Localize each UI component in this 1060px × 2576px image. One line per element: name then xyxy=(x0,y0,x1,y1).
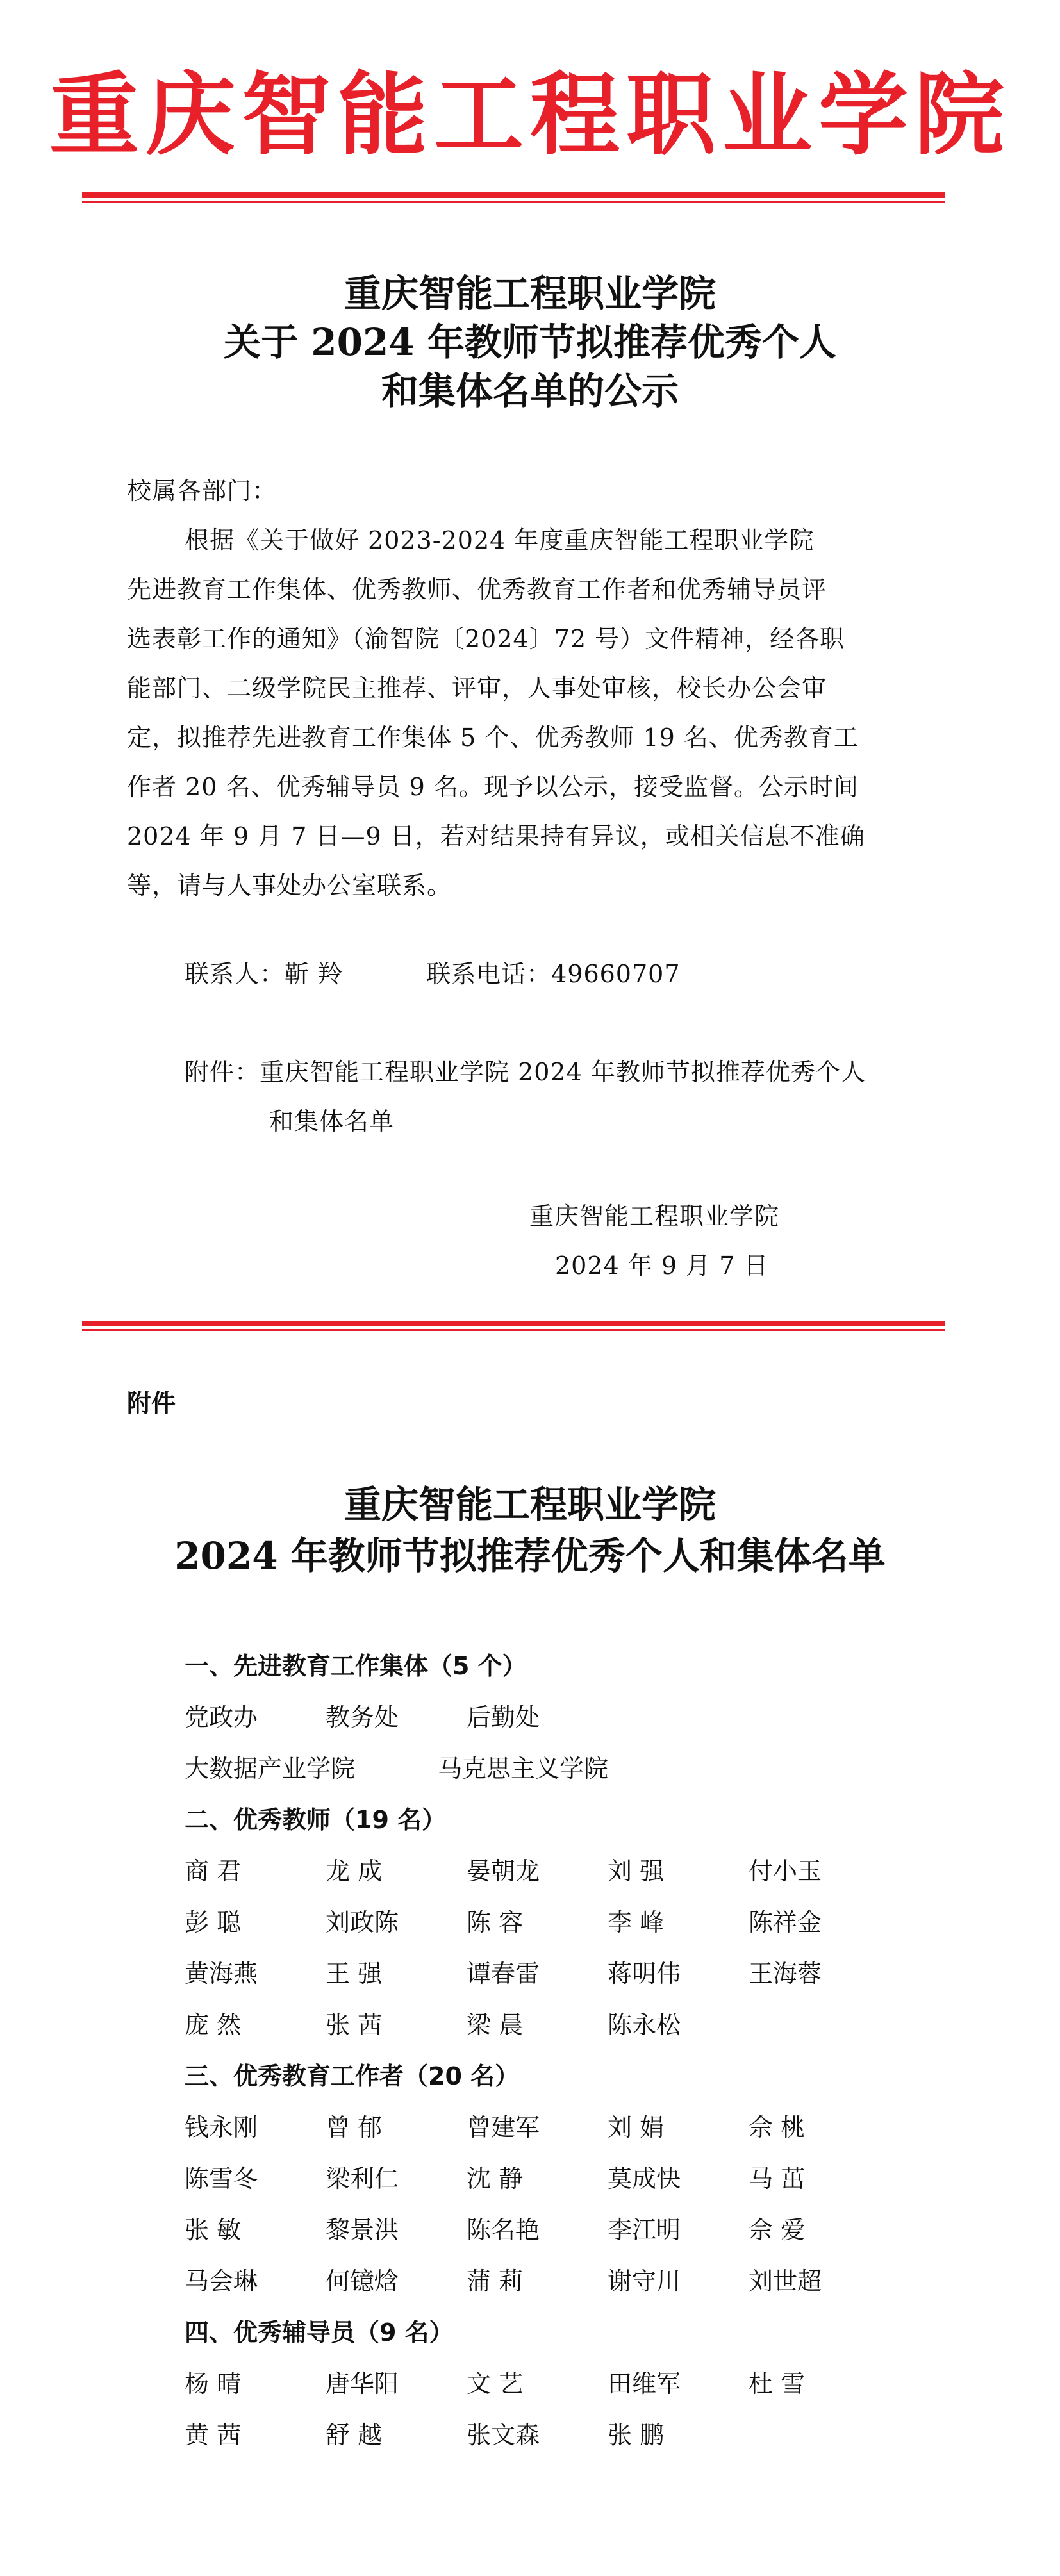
person-name: 莫成快 xyxy=(608,2165,681,2193)
annex-label: 附件 xyxy=(127,1389,176,1417)
person-name: 钱永刚 xyxy=(185,2113,258,2142)
person-name: 刘世超 xyxy=(749,2267,822,2295)
name-row xyxy=(185,2361,805,2406)
person-name: 陈 容 xyxy=(467,1908,524,1936)
person-name: 李 峰 xyxy=(608,1908,665,1936)
person-name: 唐华阳 xyxy=(326,2370,399,2398)
person-name: 梁 晨 xyxy=(467,2011,524,2039)
name-row xyxy=(185,2208,805,2252)
person-name: 佘 爱 xyxy=(749,2216,806,2244)
name-row xyxy=(185,2156,805,2201)
person-name: 付小玉 xyxy=(749,1857,822,1885)
person-name: 李江明 xyxy=(608,2216,681,2244)
notice-title-line-2: 关于 2024 年教师节拟推荐优秀个人 xyxy=(224,320,836,364)
body-line: 根据《关于做好 2023-2024 年度重庆智能工程职业学院 xyxy=(185,526,815,554)
person-name: 曾建军 xyxy=(467,2113,540,2142)
unit-name: 教务处 xyxy=(326,1703,399,1731)
unit-name: 马克思主义学院 xyxy=(438,1754,609,1783)
annex-title-line-2: 2024 年教师节拟推荐优秀个人和集体名单 xyxy=(174,1534,886,1578)
person-name: 马 茁 xyxy=(749,2165,806,2193)
section-heading: 三、优秀教育工作者（20 名） xyxy=(185,2062,520,2090)
body-line: 先进教育工作集体、优秀教师、优秀教育工作者和优秀辅导员评 xyxy=(127,575,827,604)
body-line: 等，请与人事处办公室联系。 xyxy=(127,871,452,900)
person-name: 蒋明伟 xyxy=(608,1960,681,1988)
person-name: 文 艺 xyxy=(467,2370,524,2398)
person-name: 黄海燕 xyxy=(185,1960,258,1988)
person-name: 商 君 xyxy=(185,1857,242,1885)
person-name: 舒 越 xyxy=(326,2421,383,2449)
masthead-rule-thick xyxy=(82,192,945,198)
name-row xyxy=(185,2002,681,2047)
body-line: 能部门、二级学院民主推荐、评审，人事处审核，校长办公会审 xyxy=(127,674,827,702)
section-rule-thin xyxy=(82,1329,945,1331)
person-name: 黄 茜 xyxy=(185,2421,242,2449)
person-name: 陈名艳 xyxy=(467,2216,540,2244)
masthead-rule-thin xyxy=(82,201,945,203)
person-name: 蒲 莉 xyxy=(467,2267,524,2295)
person-name: 杜 雪 xyxy=(749,2370,806,2398)
section-heading: 二、优秀教师（19 名） xyxy=(185,1806,447,1834)
unit-name: 党政办 xyxy=(185,1703,258,1731)
salutation: 校属各部门： xyxy=(127,477,277,505)
person-name: 马会琳 xyxy=(185,2267,258,2295)
name-row xyxy=(185,1746,608,1791)
person-name: 晏朝龙 xyxy=(467,1857,540,1885)
person-name: 杨 晴 xyxy=(185,2370,242,2398)
signature-organization: 重庆智能工程职业学院 xyxy=(529,1202,780,1230)
person-name: 王海蓉 xyxy=(749,1960,822,1988)
attachment-line-1: 附件：重庆智能工程职业学院 2024 年教师节拟推荐优秀个人 xyxy=(185,1058,866,1086)
name-row xyxy=(185,2105,805,2150)
attachment-line-2: 和集体名单 xyxy=(269,1107,395,1135)
person-name: 梁利仁 xyxy=(326,2165,399,2193)
unit-name: 后勤处 xyxy=(467,1703,540,1731)
person-name: 刘 强 xyxy=(608,1857,665,1885)
person-name: 佘 桃 xyxy=(749,2113,806,2142)
body-line: 2024 年 9 月 7 日—9 日，若对结果持有异议，或相关信息不准确 xyxy=(127,822,865,850)
masthead-title: 重庆智能工程职业学院 xyxy=(49,63,1011,168)
body-line: 作者 20 名、优秀辅导员 9 名。现予以公示，接受监督。公示时间 xyxy=(127,773,859,801)
name-row xyxy=(185,2413,664,2457)
person-name: 张 鹏 xyxy=(608,2421,665,2449)
annex-title-line-1: 重庆智能工程职业学院 xyxy=(344,1483,716,1526)
body-line: 定，拟推荐先进教育工作集体 5 个、优秀教师 19 名、优秀教育工 xyxy=(127,723,859,752)
person-name: 陈祥金 xyxy=(749,1908,822,1936)
person-name: 谢守川 xyxy=(608,2267,681,2295)
person-name: 张 敏 xyxy=(185,2216,242,2244)
person-name: 何镱焓 xyxy=(326,2267,399,2295)
person-name: 黎景洪 xyxy=(326,2216,399,2244)
section-heading: 四、优秀辅导员（9 名） xyxy=(185,2318,454,2347)
notice-body xyxy=(127,516,922,911)
person-name: 张文森 xyxy=(467,2421,540,2449)
person-name: 沈 静 xyxy=(467,2165,524,2193)
name-row xyxy=(185,1900,822,1945)
person-name: 曾 郁 xyxy=(326,2113,383,2142)
section-rule-thick xyxy=(82,1321,945,1326)
notice-title-line-1: 重庆智能工程职业学院 xyxy=(344,272,716,315)
person-name: 田维军 xyxy=(608,2370,681,2398)
person-name: 龙 成 xyxy=(326,1857,383,1885)
name-row xyxy=(185,2259,822,2304)
person-name: 张 茜 xyxy=(326,2011,383,2039)
name-row xyxy=(185,1951,822,1996)
notice-title-line-3: 和集体名单的公示 xyxy=(381,369,679,413)
body-line: 选表彰工作的通知》（渝智院〔2024〕72 号）文件精神，经各职 xyxy=(127,625,845,653)
person-name: 陈永松 xyxy=(608,2011,681,2039)
contact-phone: 联系电话：49660707 xyxy=(426,960,681,988)
person-name: 庞 然 xyxy=(185,2011,242,2039)
unit-name: 大数据产业学院 xyxy=(185,1754,356,1783)
name-row xyxy=(185,1695,540,1740)
contact-person: 联系人：靳 羚 xyxy=(185,960,344,988)
name-row xyxy=(185,1849,822,1894)
section-heading: 一、先进教育工作集体（5 个） xyxy=(185,1652,527,1680)
person-name: 王 强 xyxy=(326,1960,383,1988)
person-name: 谭春雷 xyxy=(467,1960,540,1988)
contact-line xyxy=(185,950,681,999)
person-name: 彭 聪 xyxy=(185,1908,242,1936)
person-name: 刘政陈 xyxy=(326,1908,399,1936)
person-name: 刘 娟 xyxy=(608,2113,665,2142)
person-name: 陈雪冬 xyxy=(185,2165,258,2193)
signature-date: 2024 年 9 月 7 日 xyxy=(555,1251,769,1280)
